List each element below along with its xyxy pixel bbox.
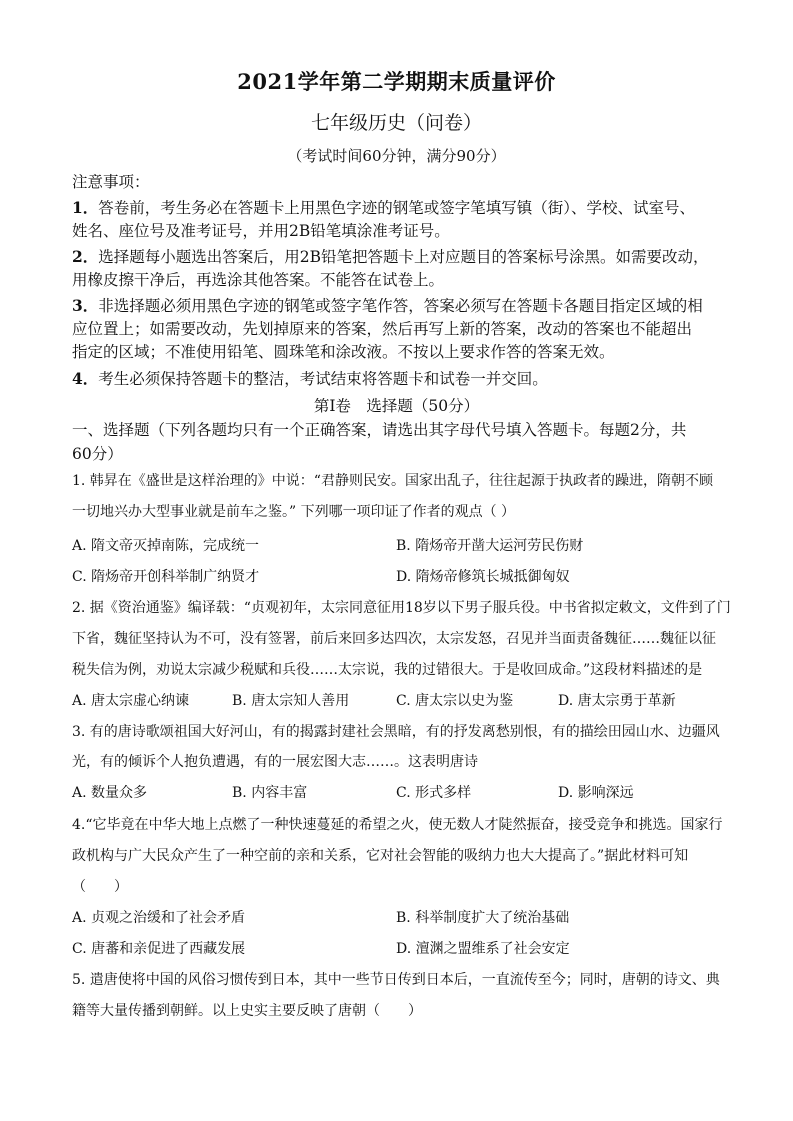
question-1-line-1: 1. 韩昇在《盛世是这样治理的》中说：“君静则民安。国家出乱子，往往起源于执政者的躁进，隋朝不顾 xyxy=(72,473,713,489)
question-3-line-2: 光，有的倾诉个人抱负遭遇，有的一展宏图大志……。这表明唐诗 xyxy=(72,754,478,770)
question-2-line-2: 下省，魏征坚持认为不可，没有签署，前后来回多达四次，太宗发怒，召见并当面责备魏征……魏征以征 xyxy=(72,631,716,647)
note-item-4-line-1 xyxy=(72,367,548,389)
question-4-line-3: （ ） xyxy=(72,879,128,895)
question-3-option-d: D. 影响深远 xyxy=(558,785,634,801)
question-5-line-2: 籍等大量传播到朝鲜。以上史实主要反映了唐朝（ ） xyxy=(72,1003,422,1019)
note-item-3-number: 3． xyxy=(72,296,99,315)
note-item-4-text: 考生必须保持答题卡的整洁，考试结束将答题卡和试卷一并交回。 xyxy=(98,370,548,388)
note-item-1-number: 1． xyxy=(72,198,99,217)
question-4-line-2: 政机构与广大民众产生了一种空前的亲和关系，它对社会智能的吸纳力也大大提高了。”据此材料可知 xyxy=(72,848,689,864)
question-5-line-1: 5. 遣唐使将中国的风俗习惯传到日本，其中一些节日传到日本后，一直流传至今；同时，唐朝的诗文、典 xyxy=(72,972,720,988)
note-item-3-line-1 xyxy=(72,294,703,316)
question-2-option-a: A. 唐太宗虚心纳谏 xyxy=(72,693,190,709)
section-title: 第Ⅰ卷 选择题（50分） xyxy=(313,397,480,415)
question-4-option-a: A. 贞观之治缓和了社会矛盾 xyxy=(72,910,246,926)
question-1-option-d: D. 隋炀帝修筑长城抵御匈奴 xyxy=(396,569,570,585)
question-2-option-d: D. 唐太宗勇于革新 xyxy=(558,693,676,709)
question-3-line-1: 3. 有的唐诗歌颂祖国大好河山，有的揭露封建社会黑暗，有的抒发离愁别恨，有的描绘田园山水、边疆风 xyxy=(72,724,720,740)
question-2-option-b: B. 唐太宗知人善用 xyxy=(232,693,350,709)
question-1-line-2: 一切地兴办大型事业就是前车之鉴。” 下列哪一项印证了作者的观点（ ） xyxy=(72,504,516,520)
note-item-1-line-2: 姓名、座位号及准考证号，并用2B铅笔填涂准考证号。 xyxy=(72,222,450,240)
question-1-option-b: B. 隋炀帝开凿大运河劳民伤财 xyxy=(396,538,584,554)
question-4-line-1: 4.“它毕竟在中华大地上点燃了一种快速蔓延的希望之火，使无数人才陡然振奋，接受竞争和挑选。国家行 xyxy=(72,817,723,833)
question-2-option-c: C. 唐太宗以史为鉴 xyxy=(396,693,514,709)
section-intro-line-1: 一、选择题（下列各题均只有一个正确答案，请选出其字母代号填入答题卡。每题2分，共 xyxy=(72,421,687,439)
note-item-3-line-2: 应位置上；如需要改动，先划掉原来的答案，然后再写上新的答案，改动的答案也不能超出 xyxy=(72,320,693,338)
question-4-option-b: B. 科举制度扩大了统治基础 xyxy=(396,910,570,926)
note-item-3-line-3: 指定的区域；不准使用铅笔、圆珠笔和涂改液。不按以上要求作答的答案无效。 xyxy=(72,343,615,361)
note-item-3-text: 非选择题必须用黑色字迹的钢笔或签字笔作答，答案必须写在答题卡各题目指定区域的相 xyxy=(98,297,703,315)
section-intro-line-2: 60分） xyxy=(72,445,123,463)
question-3-option-b: B. 内容丰富 xyxy=(232,785,308,801)
exam-subtitle: 七年级历史（问卷） xyxy=(310,112,482,134)
exam-title: 2021学年第二学期期末质量评价 xyxy=(237,69,556,94)
question-3-option-a: A. 数量众多 xyxy=(72,785,148,801)
note-item-1-line-1 xyxy=(72,196,695,218)
note-item-2-text: 选择题每小题选出答案后，用2B铅笔把答题卡上对应题目的答案标号涂黑。如需要改动， xyxy=(98,248,709,266)
note-item-4-number: 4． xyxy=(72,369,99,388)
question-3-option-c: C. 形式多样 xyxy=(396,785,472,801)
question-4-option-c: C. 唐蕃和亲促进了西藏发展 xyxy=(72,941,246,957)
question-2-line-1: 2. 据《资治通鉴》编译载：“贞观初年，太宗同意征用18岁以下男子服兵役。中书省拟定敕文，文件到了门 xyxy=(72,600,731,616)
note-item-2-line-2: 用橡皮擦干净后，再选涂其他答案。不能答在试卷上。 xyxy=(72,271,445,289)
note-item-2-number: 2． xyxy=(72,247,99,266)
question-1-option-c: C. 隋炀帝开创科举制广纳贤才 xyxy=(72,569,260,585)
question-2-line-3: 税失信为例，劝说太宗减少税赋和兵役……太宗说，我的过错很大。于是收回成命。”这段材料描述的是 xyxy=(72,662,703,678)
question-1-option-a: A. 隋文帝灭掉南陈，完成统一 xyxy=(72,538,260,554)
question-4-option-d: D. 澶渊之盟维系了社会安定 xyxy=(396,941,570,957)
exam-time-info: （考试时间60分钟，满分90分） xyxy=(287,147,506,165)
notes-heading: 注意事项： xyxy=(72,173,150,191)
note-item-2-line-1 xyxy=(72,245,709,267)
note-item-1-text: 答卷前，考生务必在答题卡上用黑色字迹的钢笔或签字笔填写镇（街）、学校、试室号、 xyxy=(98,199,696,217)
